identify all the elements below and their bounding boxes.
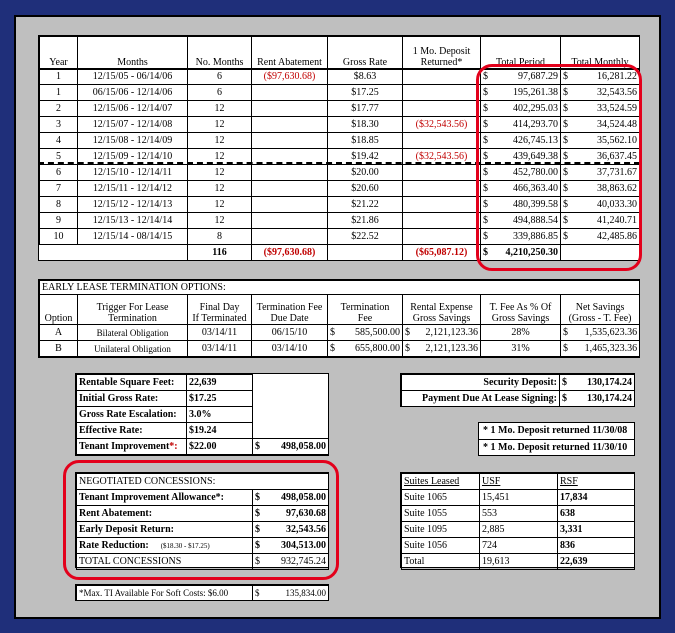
suites-total-usf: 19,613 [480,554,558,570]
abatement-cell [252,197,328,213]
months-cell: 12/15/08 - 12/14/09 [78,133,188,149]
termination-header-0: Option [40,295,78,325]
deposit-cell [403,213,481,229]
concession-amount: $ 304,513.00 [253,538,329,554]
deposit-notes [478,422,635,456]
months-cell: 12/15/09 - 12/14/10 [78,149,188,165]
rent-totals-row [40,245,640,261]
suite-usf: 553 [480,506,558,522]
escalation-value: 3.0% [187,407,253,423]
months-cell: 12/15/13 - 12/14/14 [78,213,188,229]
negotiated-concessions: NEGOTIATED CONCESSIONS: Tenant Improvement Allowance*: $ 498,058.00 Rent Abatement: $ 97,630.68 Early Deposit Return: $ 32,543.56 Rate Reduction: ($18.30 - $17.25) $ 304,513.00 TOTAL CONCESSIONS $ 932,745.24 [75,472,329,568]
year-cell: 2 [40,101,78,117]
grand-total: $ 4,210,250.30 [481,245,561,261]
concession-sub: ($18.30 - $17.25) [160,542,210,550]
total-period-cell: $ 494,888.54 [481,213,561,229]
concession-label: Rate Reduction: ($18.30 - $17.25) [77,538,253,554]
suite-usf: 2,885 [480,522,558,538]
total-deposit: ($65,087.12) [403,245,481,261]
total-months: 116 [188,245,252,261]
suites-header-1: USF [480,474,558,490]
total-monthly-cell: $ 38,863.62 [561,181,640,197]
gross-rate-cell: $21.86 [328,213,403,229]
gross-rate-cell: $21.22 [328,197,403,213]
suite-name: Suite 1055 [402,506,480,522]
deposit-summary: Security Deposit: $ 130,174.24 Payment Due At Lease Signing: $ 130,174.24 [400,373,635,407]
suite-row [402,538,635,554]
no-months-cell: 12 [188,165,252,181]
gross-rate-cell: $20.00 [328,165,403,181]
suite-row [402,490,635,506]
ti-label: Tenant Improvement*: [77,439,187,455]
termination-header-4: Termination Fee [328,295,403,325]
no-months-cell: 6 [188,69,252,85]
suites-header-0: Suites Leased [402,474,480,490]
abatement-cell [252,229,328,245]
no-months-cell: 12 [188,133,252,149]
rent-header-6: Total Period [481,37,561,69]
months-cell: 06/15/06 - 12/14/06 [78,85,188,101]
deposit-note-2: * 1 Mo. Deposit returned 11/30/10 [483,442,628,453]
rent-row [40,85,640,101]
rent-row [40,101,640,117]
escalation-label: Gross Rate Escalation: [77,407,187,423]
months-cell: 12/15/11 - 12/14/12 [78,181,188,197]
gross-rate-cell: $19.42 [328,149,403,165]
total-monthly-cell: $ 37,731.67 [561,165,640,181]
security-deposit-value: 130,174.24 [587,377,632,388]
concession-row [77,490,329,506]
termination-header-3: Termination Fee Due Date [252,295,328,325]
months-cell: 12/15/14 - 08/14/15 [78,229,188,245]
suites-total-label: Total [402,554,480,570]
year-cell: 8 [40,197,78,213]
rent-row [40,213,640,229]
rent-header-3: Rent Abatement [252,37,328,69]
fee-cell: $ 655,800.00 [328,341,403,357]
total-monthly-cell: $ 16,281.22 [561,69,640,85]
pct-cell: 28% [481,325,561,341]
suites-leased-table [400,472,635,568]
deposit-cell [403,165,481,181]
lease-summary: Rentable Square Feet: 22,639 Initial Gross Rate: $17.25 Gross Rate Escalation: 3.0% Effective Rate: $19.24 Tenant Improvement*: $22.00 $ 498,058.00 [75,373,329,456]
concession-label: Rent Abatement: [77,506,253,522]
gross-rate-cell: $22.52 [328,229,403,245]
abatement-cell [252,133,328,149]
total-period-cell: $ 439,649.38 [481,149,561,165]
year-cell: 1 [40,85,78,101]
termination-title: EARLY LEASE TERMINATION OPTIONS: [40,281,640,295]
suite-usf: 724 [480,538,558,554]
suite-name: Suite 1056 [402,538,480,554]
net-savings-cell: $ 1,535,623.36 [561,325,640,341]
deposit-cell: ($32,543.56) [403,149,481,165]
ti-rate: $22.00 [187,439,253,455]
abatement-cell [252,213,328,229]
total-monthly-cell: $ 40,033.30 [561,197,640,213]
termination-header-7: Net Savings (Gross - T. Fee) [561,295,640,325]
security-deposit-label: Security Deposit: [402,375,560,391]
rent-row [40,181,640,197]
gross-rate-cell: $8.63 [328,69,403,85]
suite-name: Suite 1095 [402,522,480,538]
termination-options-table [38,279,640,358]
year-divider-dashed-line [38,162,640,164]
final-day-cell: 03/14/11 [188,341,252,357]
gross-rate-cell: $17.77 [328,101,403,117]
net-savings-cell: $ 1,465,323.36 [561,341,640,357]
final-day-cell: 03/14/11 [188,325,252,341]
deposit-cell [403,133,481,149]
rent-row [40,117,640,133]
deposit-cell: ($32,543.56) [403,117,481,133]
gross-rate-cell: $18.30 [328,117,403,133]
year-cell: 5 [40,149,78,165]
months-cell: 12/15/05 - 06/14/06 [78,69,188,85]
total-period-cell: $ 426,745.13 [481,133,561,149]
total-concessions-label: TOTAL CONCESSIONS [77,554,253,570]
suites-header-2: RSF [558,474,635,490]
trigger-cell: Bilateral Obligation [78,325,188,341]
soft-costs-note: *Max. TI Available For Soft Costs: $6.00 $ 135,834.00 [75,584,329,601]
total-monthly-cell: $ 41,240.71 [561,213,640,229]
termination-header-5: Rental Expense Gross Savings [403,295,481,325]
abatement-cell [252,117,328,133]
effective-rate-label: Effective Rate: [77,423,187,439]
total-monthly-cell: $ 35,562.10 [561,133,640,149]
soft-costs-label: *Max. TI Available For Soft Costs: $6.00 [77,586,253,601]
deposit-cell [403,101,481,117]
abatement-cell [252,101,328,117]
abatement-cell [252,181,328,197]
total-monthly-cell: $ 34,524.48 [561,117,640,133]
no-months-cell: 8 [188,229,252,245]
total-monthly-cell: $ 32,543.56 [561,85,640,101]
rent-header-4: Gross Rate [328,37,403,69]
total-abatement: ($97,630.68) [252,245,328,261]
deposit-cell [403,229,481,245]
termination-header-1: Trigger For Lease Termination [78,295,188,325]
year-cell: 7 [40,181,78,197]
deposit-cell [403,69,481,85]
suite-rsf: 638 [558,506,635,522]
no-months-cell: 12 [188,181,252,197]
gross-rate-cell: $18.85 [328,133,403,149]
gross-rate-cell: $20.60 [328,181,403,197]
year-cell: 4 [40,133,78,149]
suite-row [402,522,635,538]
concession-amount: $ 498,058.00 [253,490,329,506]
concession-row [77,522,329,538]
pct-cell: 31% [481,341,561,357]
months-cell: 12/15/07 - 12/14/08 [78,117,188,133]
trigger-cell: Unilateral Obligation [78,341,188,357]
option-cell: B [40,341,78,357]
termination-row [40,341,640,357]
no-months-cell: 12 [188,149,252,165]
no-months-cell: 12 [188,213,252,229]
due-date-cell: 03/14/10 [252,341,328,357]
no-months-cell: 12 [188,101,252,117]
year-cell: 1 [40,69,78,85]
total-concessions-value: 932,745.24 [281,556,326,567]
total-period-cell: $ 452,780.00 [481,165,561,181]
due-date-cell: 06/15/10 [252,325,328,341]
concession-row [77,538,329,554]
suites-total-row [402,554,635,570]
no-months-cell: 6 [188,85,252,101]
rsf-value: 22,639 [187,375,253,391]
fee-cell: $ 585,500.00 [328,325,403,341]
months-cell: 12/15/12 - 12/14/13 [78,197,188,213]
total-period-cell: $ 402,295.03 [481,101,561,117]
year-cell: 3 [40,117,78,133]
savings-cell: $ 2,121,123.36 [403,325,481,341]
initial-rate-label: Initial Gross Rate: [77,391,187,407]
abatement-cell [252,165,328,181]
suite-usf: 15,451 [480,490,558,506]
initial-rate-value: $17.25 [187,391,253,407]
soft-costs-amount: 135,834.00 [285,588,326,598]
abatement-cell [252,85,328,101]
rent-header-7: Total Monthly [561,37,640,69]
total-period-cell: $ 97,687.29 [481,69,561,85]
rent-header-2: No. Months [188,37,252,69]
year-cell: 6 [40,165,78,181]
effective-rate-value: $19.24 [187,423,253,439]
termination-header-6: T. Fee As % Of Gross Savings [481,295,561,325]
deposit-cell [403,85,481,101]
deposit-cell [403,197,481,213]
savings-cell: $ 2,121,123.36 [403,341,481,357]
suites-total-rsf: 22,639 [558,554,635,570]
payment-due-value: 130,174.24 [587,393,632,404]
suite-rsf: 3,331 [558,522,635,538]
rent-row [40,69,640,85]
total-monthly-cell: $ 33,524.59 [561,101,640,117]
deposit-note-1: * 1 Mo. Deposit returned 11/30/08 [479,423,634,440]
no-months-cell: 12 [188,197,252,213]
months-cell: 12/15/06 - 12/14/07 [78,101,188,117]
rent-row [40,133,640,149]
rent-row [40,165,640,181]
concessions-title: NEGOTIATED CONCESSIONS: [77,474,329,490]
total-period-cell: $ 480,399.58 [481,197,561,213]
suite-name: Suite 1065 [402,490,480,506]
rent-row [40,197,640,213]
year-cell: 10 [40,229,78,245]
termination-row [40,325,640,341]
gross-rate-cell: $17.25 [328,85,403,101]
concession-label: Early Deposit Return: [77,522,253,538]
concession-row [77,506,329,522]
rent-header-1: Months [78,37,188,69]
suite-row [402,506,635,522]
ti-amount: 498,058.00 [281,441,326,452]
months-cell: 12/15/10 - 12/14/11 [78,165,188,181]
year-cell: 9 [40,213,78,229]
ti-footnote-star: *: [169,441,178,452]
rent-header-5: 1 Mo. Deposit Returned* [403,37,481,69]
concession-amount: $ 97,630.68 [253,506,329,522]
rent-schedule-table [38,35,640,261]
concession-label: Tenant Improvement Allowance*: [77,490,253,506]
total-period-cell: $ 414,293.70 [481,117,561,133]
total-monthly-cell: $ 36,637.45 [561,149,640,165]
concession-amount: $ 32,543.56 [253,522,329,538]
deposit-cell [403,181,481,197]
payment-due-label: Payment Due At Lease Signing: [402,391,560,407]
suite-rsf: 836 [558,538,635,554]
rent-header-0: Year [40,37,78,69]
no-months-cell: 12 [188,117,252,133]
total-period-cell: $ 339,886.85 [481,229,561,245]
rsf-label: Rentable Square Feet: [77,375,187,391]
abatement-cell: ($97,630.68) [252,69,328,85]
total-period-cell: $ 195,261.38 [481,85,561,101]
total-period-cell: $ 466,363.40 [481,181,561,197]
termination-header-2: Final Day If Terminated [188,295,252,325]
suite-rsf: 17,834 [558,490,635,506]
rent-row [40,229,640,245]
total-monthly-cell: $ 42,485.86 [561,229,640,245]
option-cell: A [40,325,78,341]
